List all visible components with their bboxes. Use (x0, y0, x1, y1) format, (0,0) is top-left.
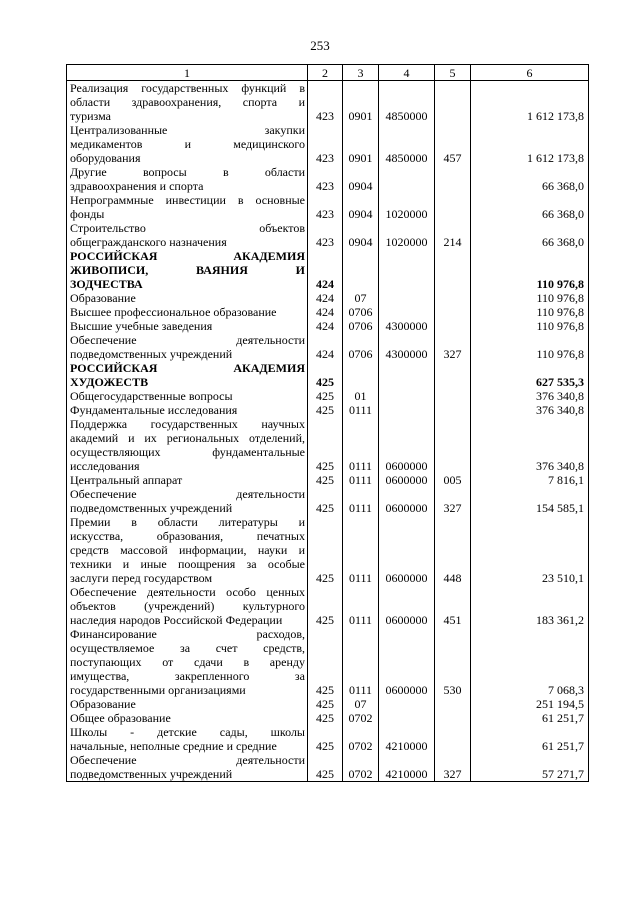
row-name-cell (67, 249, 308, 291)
table-body (67, 81, 589, 782)
expense-type-cell (435, 417, 471, 473)
amount-cell: 7 068,3 (471, 627, 589, 697)
row-name-line: Премии в области литературы и (70, 515, 305, 529)
expense-type-cell (435, 711, 471, 725)
expense-type-cell: 327 (435, 487, 471, 515)
row-name-line: объектов (учреждений) культурного (70, 599, 305, 613)
expense-type-cell: 448 (435, 515, 471, 585)
section-code-cell: 0702 (343, 711, 379, 725)
ministry-code-cell: 425 (308, 417, 343, 473)
amount-cell: 7 816,1 (471, 473, 589, 487)
column-header: 4 (379, 65, 435, 81)
target-item-cell: 0600000 (379, 487, 435, 515)
column-header: 5 (435, 65, 471, 81)
amount-cell: 376 340,8 (471, 403, 589, 417)
table-row (67, 417, 589, 473)
target-item-cell: 4300000 (379, 333, 435, 361)
table-row (67, 585, 589, 627)
row-name-cell (67, 333, 308, 361)
target-item-cell: 0600000 (379, 585, 435, 627)
ministry-code-cell: 424 (308, 319, 343, 333)
amount-cell: 61 251,7 (471, 711, 589, 725)
row-name-cell (67, 291, 308, 305)
column-header: 3 (343, 65, 379, 81)
target-item-cell (379, 249, 435, 291)
amount-cell: 1 612 173,8 (471, 123, 589, 165)
row-name-line: Школы - детские сады, школы (70, 725, 305, 739)
table-row (67, 361, 589, 389)
amount-cell: 376 340,8 (471, 389, 589, 403)
expense-type-cell (435, 193, 471, 221)
ministry-code-cell: 424 (308, 249, 343, 291)
target-item-cell: 4300000 (379, 319, 435, 333)
ministry-code-cell: 425 (308, 389, 343, 403)
row-name-cell (67, 697, 308, 711)
row-name-line: Поддержка государственных научных (70, 417, 305, 431)
ministry-code-cell: 425 (308, 515, 343, 585)
target-item-cell (379, 711, 435, 725)
row-name-cell (67, 753, 308, 782)
column-header: 1 (67, 65, 308, 81)
row-name-cell (67, 305, 308, 319)
section-code-cell: 0706 (343, 333, 379, 361)
target-item-cell: 1020000 (379, 221, 435, 249)
section-code-cell: 0111 (343, 473, 379, 487)
row-name-line: Финансирование расходов, (70, 627, 305, 641)
row-name-cell (67, 515, 308, 585)
amount-cell: 110 976,8 (471, 291, 589, 305)
target-item-cell (379, 697, 435, 711)
target-item-cell: 0600000 (379, 627, 435, 697)
row-name-line: общегражданского назначения (70, 235, 227, 249)
table-row (67, 249, 589, 291)
row-name-line: исследования (70, 459, 140, 473)
row-name-line: подведомственных учреждений (70, 767, 233, 781)
section-code-cell: 07 (343, 697, 379, 711)
expense-type-cell (435, 291, 471, 305)
row-name-cell (67, 487, 308, 515)
amount-cell: 154 585,1 (471, 487, 589, 515)
target-item-cell: 4850000 (379, 123, 435, 165)
row-name-line: Высшие учебные заведения (70, 319, 213, 333)
amount-cell: 376 340,8 (471, 417, 589, 473)
amount-cell: 183 361,2 (471, 585, 589, 627)
table-row (67, 403, 589, 417)
row-name-line: фонды (70, 207, 105, 221)
ministry-code-cell: 423 (308, 123, 343, 165)
section-code-cell (343, 361, 379, 389)
table-row (67, 389, 589, 403)
row-name-line: подведомственных учреждений (70, 347, 233, 361)
amount-cell: 1 612 173,8 (471, 81, 589, 124)
ministry-code-cell: 425 (308, 753, 343, 782)
row-name-line: медикаментов и медицинского (70, 137, 305, 151)
target-item-cell (379, 165, 435, 193)
section-code-cell: 0901 (343, 81, 379, 124)
table-row (67, 305, 589, 319)
row-name-line: ХУДОЖЕСТВ (70, 375, 149, 389)
row-name-line: туризма (70, 109, 111, 123)
row-name-line: наследия народов Российской Федерации (70, 613, 283, 627)
section-code-cell: 0111 (343, 417, 379, 473)
ministry-code-cell: 425 (308, 487, 343, 515)
table-row (67, 221, 589, 249)
row-name-line: Обеспечение деятельности (70, 333, 305, 347)
row-name-line: академий и их региональных отделений, (70, 431, 305, 445)
section-code-cell: 0702 (343, 725, 379, 753)
ministry-code-cell: 423 (308, 193, 343, 221)
row-name-cell (67, 725, 308, 753)
row-name-line: Непрограммные инвестиции в основные (70, 193, 305, 207)
section-code-cell: 01 (343, 389, 379, 403)
amount-cell: 66 368,0 (471, 221, 589, 249)
ministry-code-cell: 425 (308, 361, 343, 389)
row-name-line: поступающих от сдачи в аренду (70, 655, 305, 669)
section-code-cell: 0111 (343, 487, 379, 515)
expense-type-cell (435, 81, 471, 124)
expense-type-cell: 214 (435, 221, 471, 249)
section-code-cell: 0111 (343, 627, 379, 697)
row-name-line: Другие вопросы в области (70, 165, 305, 179)
row-name-line: искусства, образования, печатных (70, 529, 305, 543)
table-row (67, 193, 589, 221)
section-code-cell: 0702 (343, 753, 379, 782)
row-name-line: Образование (70, 697, 136, 711)
row-name-line: Централизованные закупки (70, 123, 305, 137)
expense-type-cell: 457 (435, 123, 471, 165)
row-name-cell (67, 473, 308, 487)
table-row (67, 333, 589, 361)
table-row (67, 753, 589, 782)
table-row (67, 165, 589, 193)
amount-cell: 23 510,1 (471, 515, 589, 585)
target-item-cell: 0600000 (379, 515, 435, 585)
section-code-cell: 07 (343, 291, 379, 305)
expense-type-cell (435, 305, 471, 319)
row-name-cell (67, 165, 308, 193)
ministry-code-cell: 423 (308, 81, 343, 124)
row-name-line: Общее образование (70, 711, 171, 725)
table-row (67, 515, 589, 585)
row-name-cell (67, 319, 308, 333)
row-name-line: Образование (70, 291, 136, 305)
row-name-line: оборудования (70, 151, 141, 165)
ministry-code-cell: 425 (308, 711, 343, 725)
row-name-line: Высшее профессиональное образование (70, 305, 277, 319)
expense-type-cell: 451 (435, 585, 471, 627)
table-row (67, 81, 589, 124)
row-name-cell (67, 403, 308, 417)
target-item-cell: 1020000 (379, 193, 435, 221)
row-name-line: осуществляемое за счет средств, (70, 641, 305, 655)
page-number: 253 (310, 38, 330, 53)
expense-type-cell (435, 319, 471, 333)
ministry-code-cell: 425 (308, 473, 343, 487)
amount-cell: 66 368,0 (471, 165, 589, 193)
row-name-cell (67, 585, 308, 627)
section-code-cell: 0111 (343, 515, 379, 585)
expense-type-cell: 327 (435, 333, 471, 361)
ministry-code-cell: 425 (308, 725, 343, 753)
target-item-cell (379, 403, 435, 417)
target-item-cell (379, 305, 435, 319)
expense-type-cell: 327 (435, 753, 471, 782)
table-row (67, 473, 589, 487)
expense-type-cell (435, 403, 471, 417)
ministry-code-cell: 425 (308, 627, 343, 697)
row-name-line: здравоохранения и спорта (70, 179, 204, 193)
row-name-cell (67, 711, 308, 725)
row-name-line: Обеспечение деятельности особо ценных (70, 585, 305, 599)
ministry-code-cell: 424 (308, 291, 343, 305)
table-row (67, 725, 589, 753)
row-name-line: заслуги перед государством (70, 571, 213, 585)
expense-type-cell (435, 725, 471, 753)
ministry-code-cell: 425 (308, 697, 343, 711)
amount-cell: 66 368,0 (471, 193, 589, 221)
row-name-cell (67, 81, 308, 124)
header-row (67, 65, 589, 81)
target-item-cell (379, 361, 435, 389)
ministry-code-cell: 423 (308, 221, 343, 249)
expense-type-cell (435, 361, 471, 389)
row-name-line: начальные, неполные средние и средние (70, 739, 277, 753)
expense-type-cell: 005 (435, 473, 471, 487)
row-name-line: ЖИВОПИСИ, ВАЯНИЯ И (70, 263, 305, 277)
amount-cell: 110 976,8 (471, 249, 589, 291)
row-name-cell (67, 361, 308, 389)
row-name-cell (67, 123, 308, 165)
section-code-cell: 0904 (343, 165, 379, 193)
amount-cell: 251 194,5 (471, 697, 589, 711)
row-name-cell (67, 627, 308, 697)
target-item-cell: 0600000 (379, 473, 435, 487)
column-header: 2 (308, 65, 343, 81)
row-name-line: осуществляющих фундаментальные (70, 445, 305, 459)
expense-type-cell (435, 249, 471, 291)
section-code-cell: 0706 (343, 305, 379, 319)
row-name-line: техники и иные поощрения за особые (70, 557, 305, 571)
row-name-line: РОССИЙСКАЯ АКАДЕМИЯ (70, 361, 305, 375)
section-code-cell: 0111 (343, 403, 379, 417)
section-code-cell: 0904 (343, 193, 379, 221)
amount-cell: 110 976,8 (471, 333, 589, 361)
ministry-code-cell: 423 (308, 165, 343, 193)
target-item-cell (379, 291, 435, 305)
row-name-line: Общегосударственные вопросы (70, 389, 233, 403)
row-name-line: имущества, закрепленного за (70, 669, 305, 683)
target-item-cell: 4210000 (379, 753, 435, 782)
expense-type-cell (435, 165, 471, 193)
target-item-cell: 0600000 (379, 417, 435, 473)
row-name-line: Центральный аппарат (70, 473, 183, 487)
section-code-cell: 0901 (343, 123, 379, 165)
amount-cell: 110 976,8 (471, 319, 589, 333)
row-name-line: средств массовой информации, науки и (70, 543, 305, 557)
section-code-cell (343, 249, 379, 291)
budget-table (66, 64, 589, 782)
row-name-line: области здравоохранения, спорта и (70, 95, 305, 109)
expense-type-cell (435, 697, 471, 711)
row-name-line: Обеспечение деятельности (70, 487, 305, 501)
amount-cell: 627 535,3 (471, 361, 589, 389)
column-header: 6 (471, 65, 589, 81)
row-name-line: Реализация государственных функций в (70, 81, 305, 95)
row-name-cell (67, 193, 308, 221)
row-name-line: Фундаментальные исследования (70, 403, 238, 417)
target-item-cell (379, 389, 435, 403)
table-row (67, 123, 589, 165)
target-item-cell: 4850000 (379, 81, 435, 124)
table-row (67, 487, 589, 515)
amount-cell: 110 976,8 (471, 305, 589, 319)
row-name-line: ЗОДЧЕСТВА (70, 277, 143, 291)
section-code-cell: 0111 (343, 585, 379, 627)
amount-cell: 61 251,7 (471, 725, 589, 753)
row-name-line: Обеспечение деятельности (70, 753, 305, 767)
row-name-line: Строительство объектов (70, 221, 305, 235)
row-name-line: государственными организациями (70, 683, 246, 697)
table-row (67, 319, 589, 333)
table-row (67, 711, 589, 725)
row-name-line: РОССИЙСКАЯ АКАДЕМИЯ (70, 249, 305, 263)
ministry-code-cell: 425 (308, 585, 343, 627)
section-code-cell: 0904 (343, 221, 379, 249)
row-name-line: подведомственных учреждений (70, 501, 233, 515)
table-row (67, 697, 589, 711)
expense-type-cell: 530 (435, 627, 471, 697)
section-code-cell: 0706 (343, 319, 379, 333)
target-item-cell: 4210000 (379, 725, 435, 753)
row-name-cell (67, 417, 308, 473)
ministry-code-cell: 424 (308, 305, 343, 319)
row-name-cell (67, 389, 308, 403)
row-name-cell (67, 221, 308, 249)
table-row (67, 291, 589, 305)
ministry-code-cell: 424 (308, 333, 343, 361)
amount-cell: 57 271,7 (471, 753, 589, 782)
ministry-code-cell: 425 (308, 403, 343, 417)
expense-type-cell (435, 389, 471, 403)
table-row (67, 627, 589, 697)
